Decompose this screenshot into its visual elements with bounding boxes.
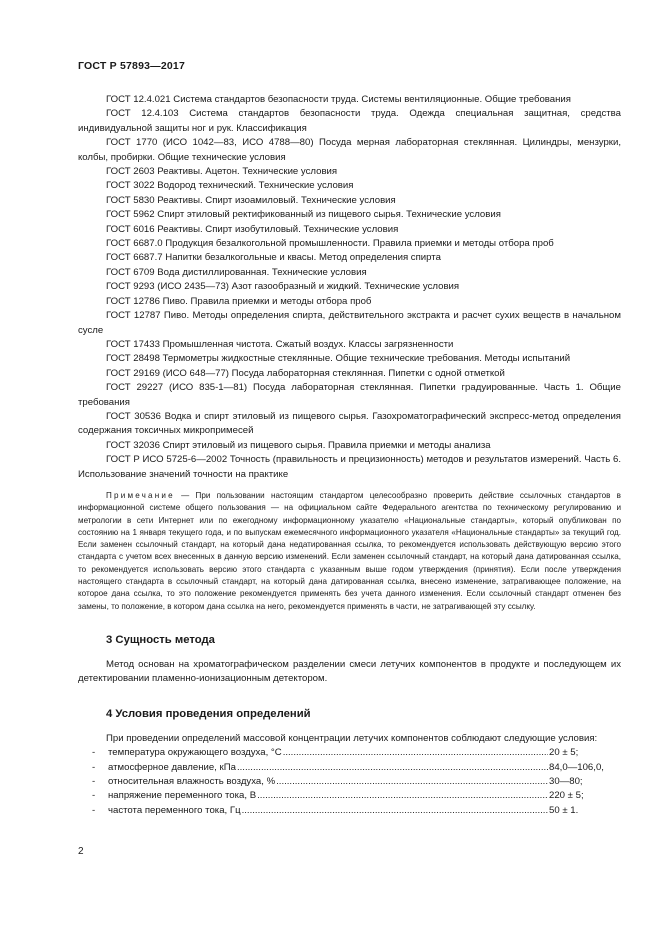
condition-item (78, 746, 621, 760)
condition-value: 50 ± 1. (549, 804, 579, 816)
reference-item: ГОСТ 30536 Водка и спирт этиловый из пищевого сырья. Газохроматографический экспресс-метод определения содержания токсичных микропримесей (78, 410, 621, 437)
reference-item: ГОСТ 29227 (ИСО 835-1—81) Посуда лабораторная стеклянная. Пипетки градуированные. Часть 1. Общие требования (78, 382, 621, 408)
condition-item (78, 775, 621, 789)
reference-item: ГОСТ 6687.0 Продукция безалкогольной промышленности. Правила приемки и методы отбора проб (106, 238, 554, 250)
condition-name: относительная влажность воздуха, % (108, 775, 276, 787)
reference-item: ГОСТ 12.4.021 Система стандартов безопасности труда. Системы вентиляционные. Общие требования (106, 94, 571, 105)
normative-references-list (78, 93, 621, 482)
condition-name: атмосферное давление, кПа (108, 761, 236, 773)
reference-item: ГОСТ 9293 (ИСО 2435—73) Азот газообразный и жидкий. Технические условия (106, 281, 460, 293)
reference-item: ГОСТ Р ИСО 5725-6—2002 Точность (правильность и прецизионность) методов и результатов измерений. Часть 6. Использование значений точности на практике (78, 454, 621, 480)
condition-value: 220 ± 5; (549, 790, 584, 802)
reference-item: ГОСТ 1770 (ИСО 1042—83, ИСО 4788—80) Посуда мерная лабораторная стеклянная. Цилиндры, мензурки, колбы, пробирки. Общие технические условия (78, 137, 621, 163)
list-dash: - (92, 790, 96, 802)
list-dash: - (92, 761, 96, 773)
dot-leader (237, 761, 548, 775)
condition-value: 84,0—106,0, (549, 761, 604, 773)
reference-item: ГОСТ 6709 Вода дистиллированная. Технические условия (106, 266, 367, 278)
condition-item (78, 804, 621, 818)
reference-item: ГОСТ 6016 Реактивы. Спирт изобутиловый. Технические условия (106, 223, 399, 235)
reference-item: ГОСТ 17433 Промышленная чистота. Сжатый воздух. Классы загрязненности (106, 338, 454, 350)
page-number: 2 (78, 846, 84, 857)
reference-item: ГОСТ 12786 Пиво. Правила приемки и методы отбора проб (106, 295, 372, 307)
note-text: — При пользовании настоящим стандартом целесообразно проверить действие ссылочных стандартов в информационной системе общего пользования — на официальном сайте Федерального агентства по техническому регулированию и метрологии в сети Интернет или по ежегодному информационному указателю «Национальные стандарты», который опубликован по состоянию на 1 января текущего года, и по выпускам ежемесячного информационного указателя «Национальные стандарты» за текущий год. Если заменен ссылочный стандарт, на который дана недатированная ссылка, то рекомендуется использовать действующую версию этого стандарта с учетом всех внесенных в данную версию изменений. Если заменен ссылочный стандарт, на который дана датированная ссылка, то рекомендуется использовать версию этого стандарта с указанным выше годом утверждения (принятия). Если после утверждения настоящего стандарта в ссылочный стандарт, на который дана датированная ссылка, внесено изменение, затрагивающее положение, на которое дана ссылка, то это положение рекомендуется применять без учета данного изменения. Если ссылочный стандарт отменен без замены, то положение, в котором дана ссылка на него, рекомендуется применять в части, не затрагивающей эту ссылку. (78, 490, 621, 611)
condition-value: 30—80; (549, 775, 583, 787)
condition-item (78, 761, 621, 775)
dot-leader (276, 775, 548, 789)
reference-item: ГОСТ 5962 Спирт этиловый ректификованный из пищевого сырья. Технические условия (106, 209, 501, 221)
dot-leader (242, 804, 548, 818)
condition-name: частота переменного тока, Гц (108, 804, 241, 816)
reference-item: ГОСТ 29169 (ИСО 648—77) Посуда лабораторная стеклянная. Пипетки с одной отметкой (106, 367, 505, 379)
condition-name: температура окружающего воздуха, °С (108, 747, 282, 759)
reference-item: ГОСТ 6687.7 Напитки безалкогольные и квасы. Метод определения спирта (106, 252, 441, 264)
reference-item: ГОСТ 3022 Водород технический. Технические условия (106, 180, 354, 192)
reference-item: ГОСТ 5830 Реактивы. Спирт изоамиловый. Технические условия (106, 194, 396, 206)
reference-item: ГОСТ 2603 Реактивы. Ацетон. Технические условия (106, 166, 338, 178)
condition-name: напряжение переменного тока, В (108, 790, 257, 802)
list-dash: - (92, 775, 96, 787)
reference-item: ГОСТ 28498 Термометры жидкостные стеклянные. Общие технические требования. Методы испытаний (106, 353, 571, 365)
reference-item: ГОСТ 12787 Пиво. Методы определения спирта, действительного экстракта и расчет сухих веществ в начальном сусле (78, 310, 621, 336)
section-3-heading: 3 Сущность метода (106, 633, 215, 646)
note-label: Примечание (106, 490, 175, 500)
list-dash: - (92, 747, 96, 759)
section-4-intro: При проведении определений массовой концентрации летучих компонентов соблюдают следующие условия: (106, 732, 598, 744)
dot-leader (283, 746, 548, 760)
note-paragraph (78, 490, 621, 613)
document-body (78, 93, 621, 818)
dot-leader (257, 789, 548, 803)
reference-item: ГОСТ 32036 Спирт этиловый из пищевого сырья. Правила приемки и методы анализа (106, 439, 491, 451)
condition-item (78, 789, 621, 803)
conditions-list (78, 746, 621, 818)
list-dash: - (92, 804, 96, 816)
standard-code-header: ГОСТ Р 57893—2017 (78, 60, 186, 72)
reference-item: ГОСТ 12.4.103 Система стандартов безопасности труда. Одежда специальная защитная, средства индивидуальной защиты ног и рук. Классификация (78, 108, 621, 134)
section-4-heading: 4 Условия проведения определений (106, 707, 311, 720)
section-3-text: Метод основан на хроматографическом разделении смеси летучих компонентов в продукте и последующем их детектировании пламенно-ионизационным детектором. (78, 658, 621, 685)
condition-value: 20 ± 5; (549, 747, 579, 759)
